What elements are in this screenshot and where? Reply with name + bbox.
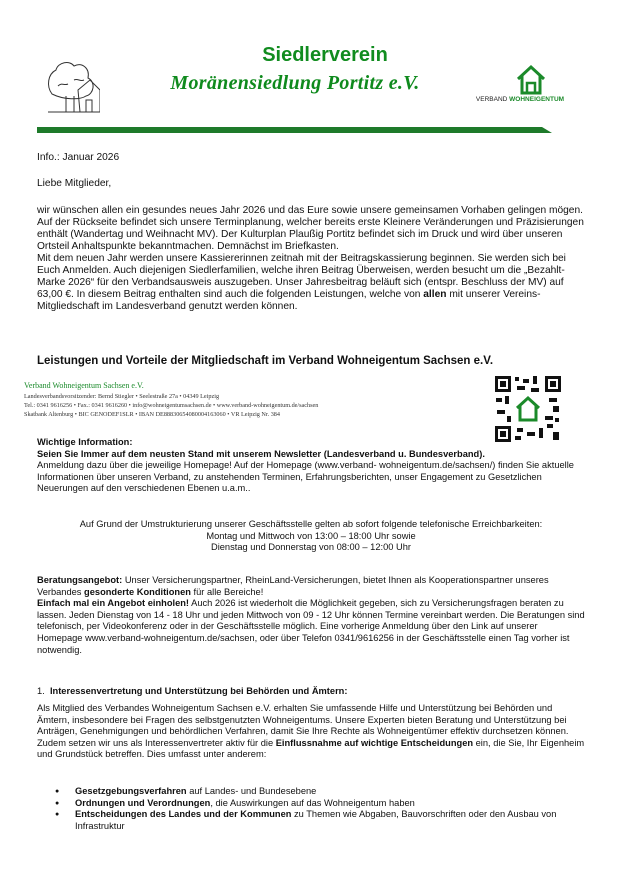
phone-hours-2: Dienstag und Donnerstag von 08:00 – 12:00 Uhr bbox=[210, 542, 412, 553]
homepage-text: Anmeldung dazu über die jeweilige Homepage! Auf der Homepage (www.verband- wohneigentum.de/sachsen/) finden Sie aktuelle Informationen über unseren Verband, zu anstehenden Terminen, Erfahrungsberichten, unser Engagement zu Gesetzlichen Neuerungen auf den verschiedenen Ebenen u.a.m.. bbox=[37, 460, 574, 494]
paragraph: Mit dem neuen Jahr werden unsere Kassiererinnen zeitnah mit der Beitragskassierung beginnen. Sie werden sich bei Euch Anmelden. Auch diejenigen Siedlerfamilien, welche ihren Beitrag Überweisen, werden besucht um die „Bezahlt- Marke 2026“ für den Verbandsausweis auszugeben. Unser Jahresbeitrag beläuft sich (entspr. Beschluss der MV) auf 63,00 €. In diesem Beitrag enthalten sind auch die folgenden Leistungen, welche von allen mit unserer Vereins- Mitgliedschaft im Landesverband genutzt werden können. bbox=[37, 253, 566, 312]
point1-text: Als Mitglied des Verbandes Wohneigentum Sachsen e.V. erhalten Sie umfassende Hilfe und Unterstützung bei Behörden und Ämtern, insbesondere bei Fragen des selbstgenutzten Wohneigentums. Unsere Experten bieten Beratung und Unterstützung bei Anträgen, Genehmigungen und behördlichen Verfahren, damit Sie Ihre Rechte als Wohneigentümer effektiv durchsetzen können. bbox=[37, 703, 569, 737]
wichtig-heading: Wichtige Information: bbox=[37, 437, 133, 447]
point1-bullets bbox=[37, 786, 585, 832]
greeting: Liebe Mitglieder, bbox=[37, 178, 112, 189]
phone-block bbox=[37, 519, 585, 554]
wichtig-block bbox=[37, 437, 585, 495]
paragraph: wir wünschen allen ein gesundes neues Jahr 2026 und das Eure sowie unsere gemeinsamen Vorhaben gelingen mögen. bbox=[37, 205, 583, 216]
phone-hours-1: Montag und Mittwoch von 13:00 – 18:00 Uhr sowie bbox=[206, 530, 416, 541]
list-item: ● Gesetzgebungsverfahren auf Landes- und Bundesebene bbox=[37, 786, 585, 798]
newsletter-line: Seien Sie Immer auf dem neusten Stand mit unserem Newsletter (Landesverband u. Bundesverband). bbox=[37, 448, 485, 459]
point1-text2: Zudem setzen wir uns als Interessenvertreter aktiv für die Einflussnahme auf wichtige Entscheidungen ein, die Sie, Ihr Eigenheim und Grundstück betreffen. Dies umfasst unter anderem: bbox=[37, 737, 585, 760]
section-heading: Leistungen und Vorteile der Mitgliedschaft im Verband Wohneigentum Sachsen e.V. bbox=[37, 355, 494, 367]
club-title: Siedlerverein bbox=[262, 44, 388, 66]
beratung-block bbox=[37, 575, 585, 656]
club-subtitle: Moränensiedlung Portitz e.V. bbox=[170, 72, 420, 94]
list-item: ● Entscheidungen des Landes und der Kommunen zu Themen wie Abgaben, Bauvorschriften oder den Ausbau von Infrastruktur bbox=[37, 809, 585, 832]
beratung-text: Beratungsangebot: Unser Versicherungspartner, RheinLand-Versicherungen, bietet Ihnen als Kooperationspartner unseres Verbandes gesonderte Konditionen für alle Bereiche! bbox=[37, 575, 549, 597]
verband-contact[interactable]: Tel.: 0341 9616256 • Fax.: 0341 9616260 • info@wohneigentumsachsen.de • www.verband-wohneigentum.de/sachsen bbox=[24, 402, 319, 409]
phone-intro: Auf Grund der Umstrukturierung unserer Geschäftsstelle gelten ab sofort folgende telefonische Erreichbarkeiten: bbox=[79, 519, 543, 529]
verband-address: Landesverbandsvorsitzender: Bernd Stiegler • Seelestraße 27a • 04349 Leipzig bbox=[24, 393, 220, 400]
list-item: ● Ordnungen und Verordnungen, die Auswirkungen auf das Wohneigentum haben bbox=[37, 798, 585, 810]
verband-name: Verband Wohneigentum Sachsen e.V. bbox=[24, 381, 144, 390]
point1-heading: 1. Interessenvertretung und Unterstützung bei Behörden und Ämtern: bbox=[37, 686, 348, 696]
point1-body bbox=[37, 703, 585, 761]
verband-logo-text: VERBAND WOHNEIGENTUM bbox=[475, 96, 565, 103]
verband-house-logo-icon bbox=[515, 64, 547, 96]
paragraph: Auf der Rückseite befindet sich unsere Terminplanung, welcher bereits erste Kleinere Veränderungen und Präzisierungen enthält (Wandertag und Weihnacht MV). Der Kulturplan Plaußig Portitz befindet sich im Druck und wird über unseren Ortsteil Anhaltspunkte bekanntmachen. Demnächst im Briefkasten. bbox=[37, 217, 584, 252]
header-divider bbox=[37, 127, 552, 133]
settlement-house-tree-logo-icon bbox=[44, 56, 100, 116]
info-date: Info.: Januar 2026 bbox=[37, 152, 120, 163]
verband-bank: Skatbank Altenburg • BIC GENODEF1SLR • IBAN DE88830654080004163060 • VR Leipzig Nr. 384 bbox=[24, 411, 280, 418]
angebot-text: Einfach mal ein Angebot einholen! Auch 2026 ist wiederholt die Möglichkeit gegeben, sich zu Versicherungsfragen beraten zu lassen. Jeden Dienstag von 14 - 18 Uhr und jeden Mittwoch von 09 - 12 Uhr können Termine vereinbart werden. Die Beratungen sind telefonisch, per Videokonferenz oder in der Geschäftsstelle möglich. Eine vorherige Anmeldung über den Link auf unserer Homepage www.verband-wohneigentum.de/sachsen, oder über Telefon 0341/9616256 in der Geschäftsstelle einen Tag vorher ist notwendig. bbox=[37, 598, 585, 655]
letter-body bbox=[37, 205, 585, 313]
qr-code-icon[interactable] bbox=[493, 374, 563, 444]
